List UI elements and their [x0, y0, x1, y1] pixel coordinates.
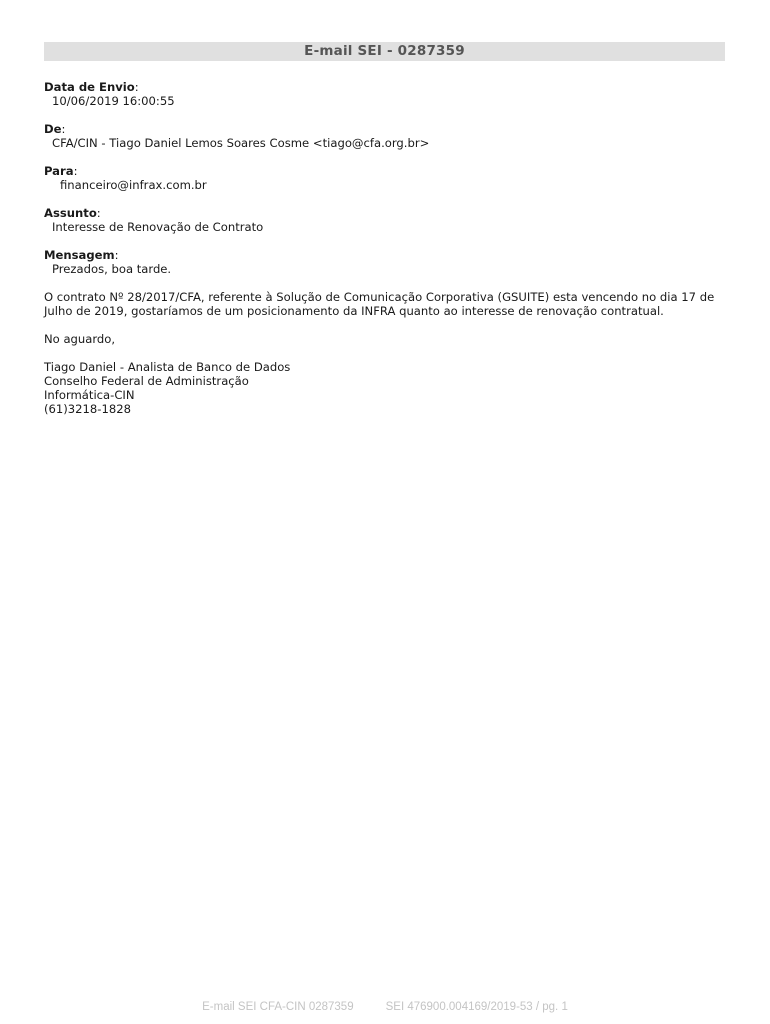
- signature-name: Tiago Daniel - Analista de Banco de Dados: [44, 360, 291, 374]
- message-paragraph: O contrato Nº 28/2017/CFA, referente à Solução de Comunicação Corporativa (GSUITE) esta vencendo no dia 17 de Julho de 2019, gostaríamos de um posicionamento da INFRA quanto ao interesse de renovação contratual.: [44, 290, 715, 318]
- footer-left: E-mail SEI CFA-CIN 0287359: [202, 1001, 354, 1013]
- message-closing: No aguardo,: [44, 332, 116, 346]
- field-para-value: financeiro@infrax.com.br: [60, 178, 207, 192]
- field-mensagem-label: Mensagem: [44, 248, 115, 262]
- footer-right: SEI 476900.004169/2019-53 / pg. 1: [385, 1001, 568, 1013]
- field-assunto-label: Assunto: [44, 206, 97, 220]
- field-assunto: Assunto: Interesse de Renovação de Contrato: [44, 206, 724, 234]
- field-data-envio: Data de Envio: 10/06/2019 16:00:55: [44, 80, 724, 108]
- document-title: E-mail SEI - 0287359: [44, 42, 725, 61]
- signature-department: Informática-CIN: [44, 388, 135, 402]
- signature-block: [44, 360, 724, 416]
- field-para-label: Para: [44, 164, 74, 178]
- signature-organization: Conselho Federal de Administração: [44, 374, 249, 388]
- field-mensagem-value: Prezados, boa tarde.: [52, 262, 172, 276]
- field-de-label: De: [44, 122, 62, 136]
- field-data-envio-value: 10/06/2019 16:00:55: [52, 94, 175, 108]
- field-data-envio-label: Data de Envio: [44, 80, 135, 94]
- field-para: Para: financeiro@infrax.com.br: [44, 164, 724, 192]
- email-content: [44, 80, 724, 416]
- page-footer: [0, 1001, 770, 1013]
- field-assunto-value: Interesse de Renovação de Contrato: [52, 220, 264, 234]
- signature-phone: (61)3218-1828: [44, 402, 131, 416]
- field-de-value: CFA/CIN - Tiago Daniel Lemos Soares Cosme <tiago@cfa.org.br>: [52, 136, 430, 150]
- field-mensagem: Mensagem: Prezados, boa tarde.: [44, 248, 724, 276]
- field-de: De: CFA/CIN - Tiago Daniel Lemos Soares Cosme <tiago@cfa.org.br>: [44, 122, 724, 150]
